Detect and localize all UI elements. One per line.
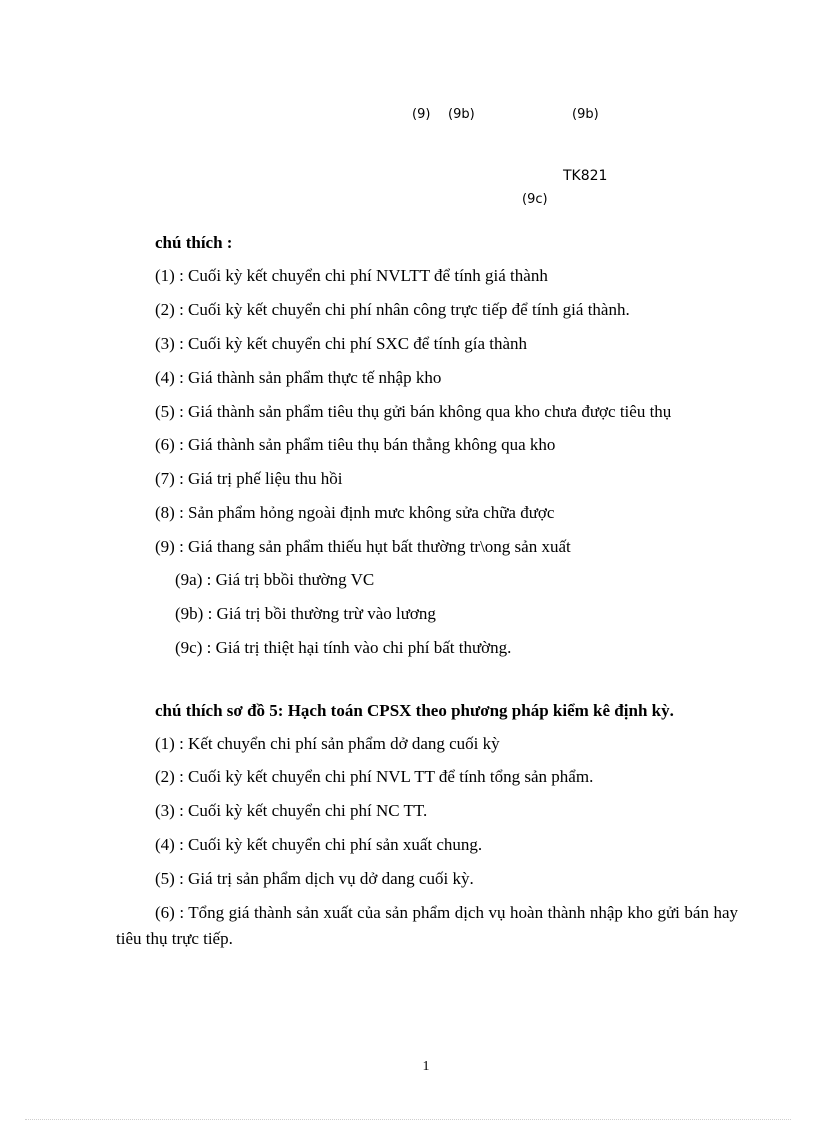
page-bottom-border [25, 1119, 791, 1120]
note-item: (2) : Cuối kỳ kết chuyển chi phí nhân công trực tiếp để tính giá thành. [155, 300, 630, 319]
note-item: (9) : Giá thang sản phẩm thiếu hụt bất thường tr\ong sản xuất [155, 537, 571, 556]
page-number: 1 [422, 1059, 430, 1074]
diagram-account-tk821: TK821 [563, 168, 608, 184]
diagram5-note-item: (1) : Kết chuyển chi phí sản phẩm dở dang cuối kỳ [155, 734, 500, 753]
diagram5-note-item: (3) : Cuối kỳ kết chuyển chi phí NC TT. [155, 801, 428, 820]
diagram5-note-item: (5) : Giá trị sản phẩm dịch vụ dở dang cuối kỳ. [155, 869, 474, 888]
notes-heading: chú thích : [155, 233, 233, 252]
note-item: (5) : Giá thành sản phẩm tiêu thụ gửi bán không qua kho chưa được tiêu thụ [155, 402, 672, 421]
diagram-label-9b-right: (9b) [572, 107, 599, 122]
note-item: (3) : Cuối kỳ kết chuyển chi phí SXC để tính gía thành [155, 334, 528, 353]
note-sub-item: (9a) : Giá trị bbồi thường VC [175, 570, 375, 589]
diagram-label-9c: (9c) [522, 192, 548, 207]
diagram5-note-item: (2) : Cuối kỳ kết chuyển chi phí NVL TT để tính tổng sản phẩm. [155, 767, 594, 786]
diagram-label-9: (9) [412, 107, 431, 122]
diagram-label-9b: (9b) [448, 107, 475, 122]
note-item: (7) : Giá trị phế liệu thu hồi [155, 469, 343, 488]
note-item: (6) : Giá thành sản phẩm tiêu thụ bán thẳng không qua kho [155, 435, 556, 454]
diagram5-notes-heading: chú thích sơ đồ 5: Hạch toán CPSX theo phương pháp kiểm kê định kỳ. [155, 701, 674, 720]
diagram5-note-item-6: (6) : Tổng giá thành sản xuất của sản phẩm dịch vụ hoàn thành nhập kho gửi bán hay tiêu thụ trực tiếp. [116, 903, 738, 948]
diagram5-note-item: (4) : Cuối kỳ kết chuyển chi phí sản xuất chung. [155, 835, 483, 854]
note-sub-item: (9b) : Giá trị bồi thường trừ vào lương [175, 604, 436, 623]
note-item: (4) : Giá thành sản phẩm thực tế nhập kho [155, 368, 442, 387]
note-sub-item: (9c) : Giá trị thiệt hại tính vào chi phí bất thường. [175, 638, 512, 657]
note-item: (8) : Sản phẩm hỏng ngoài định mưc không sửa chữa được [155, 503, 555, 522]
note-item: (1) : Cuối kỳ kết chuyển chi phí NVLTT để tính giá thành [155, 266, 548, 285]
